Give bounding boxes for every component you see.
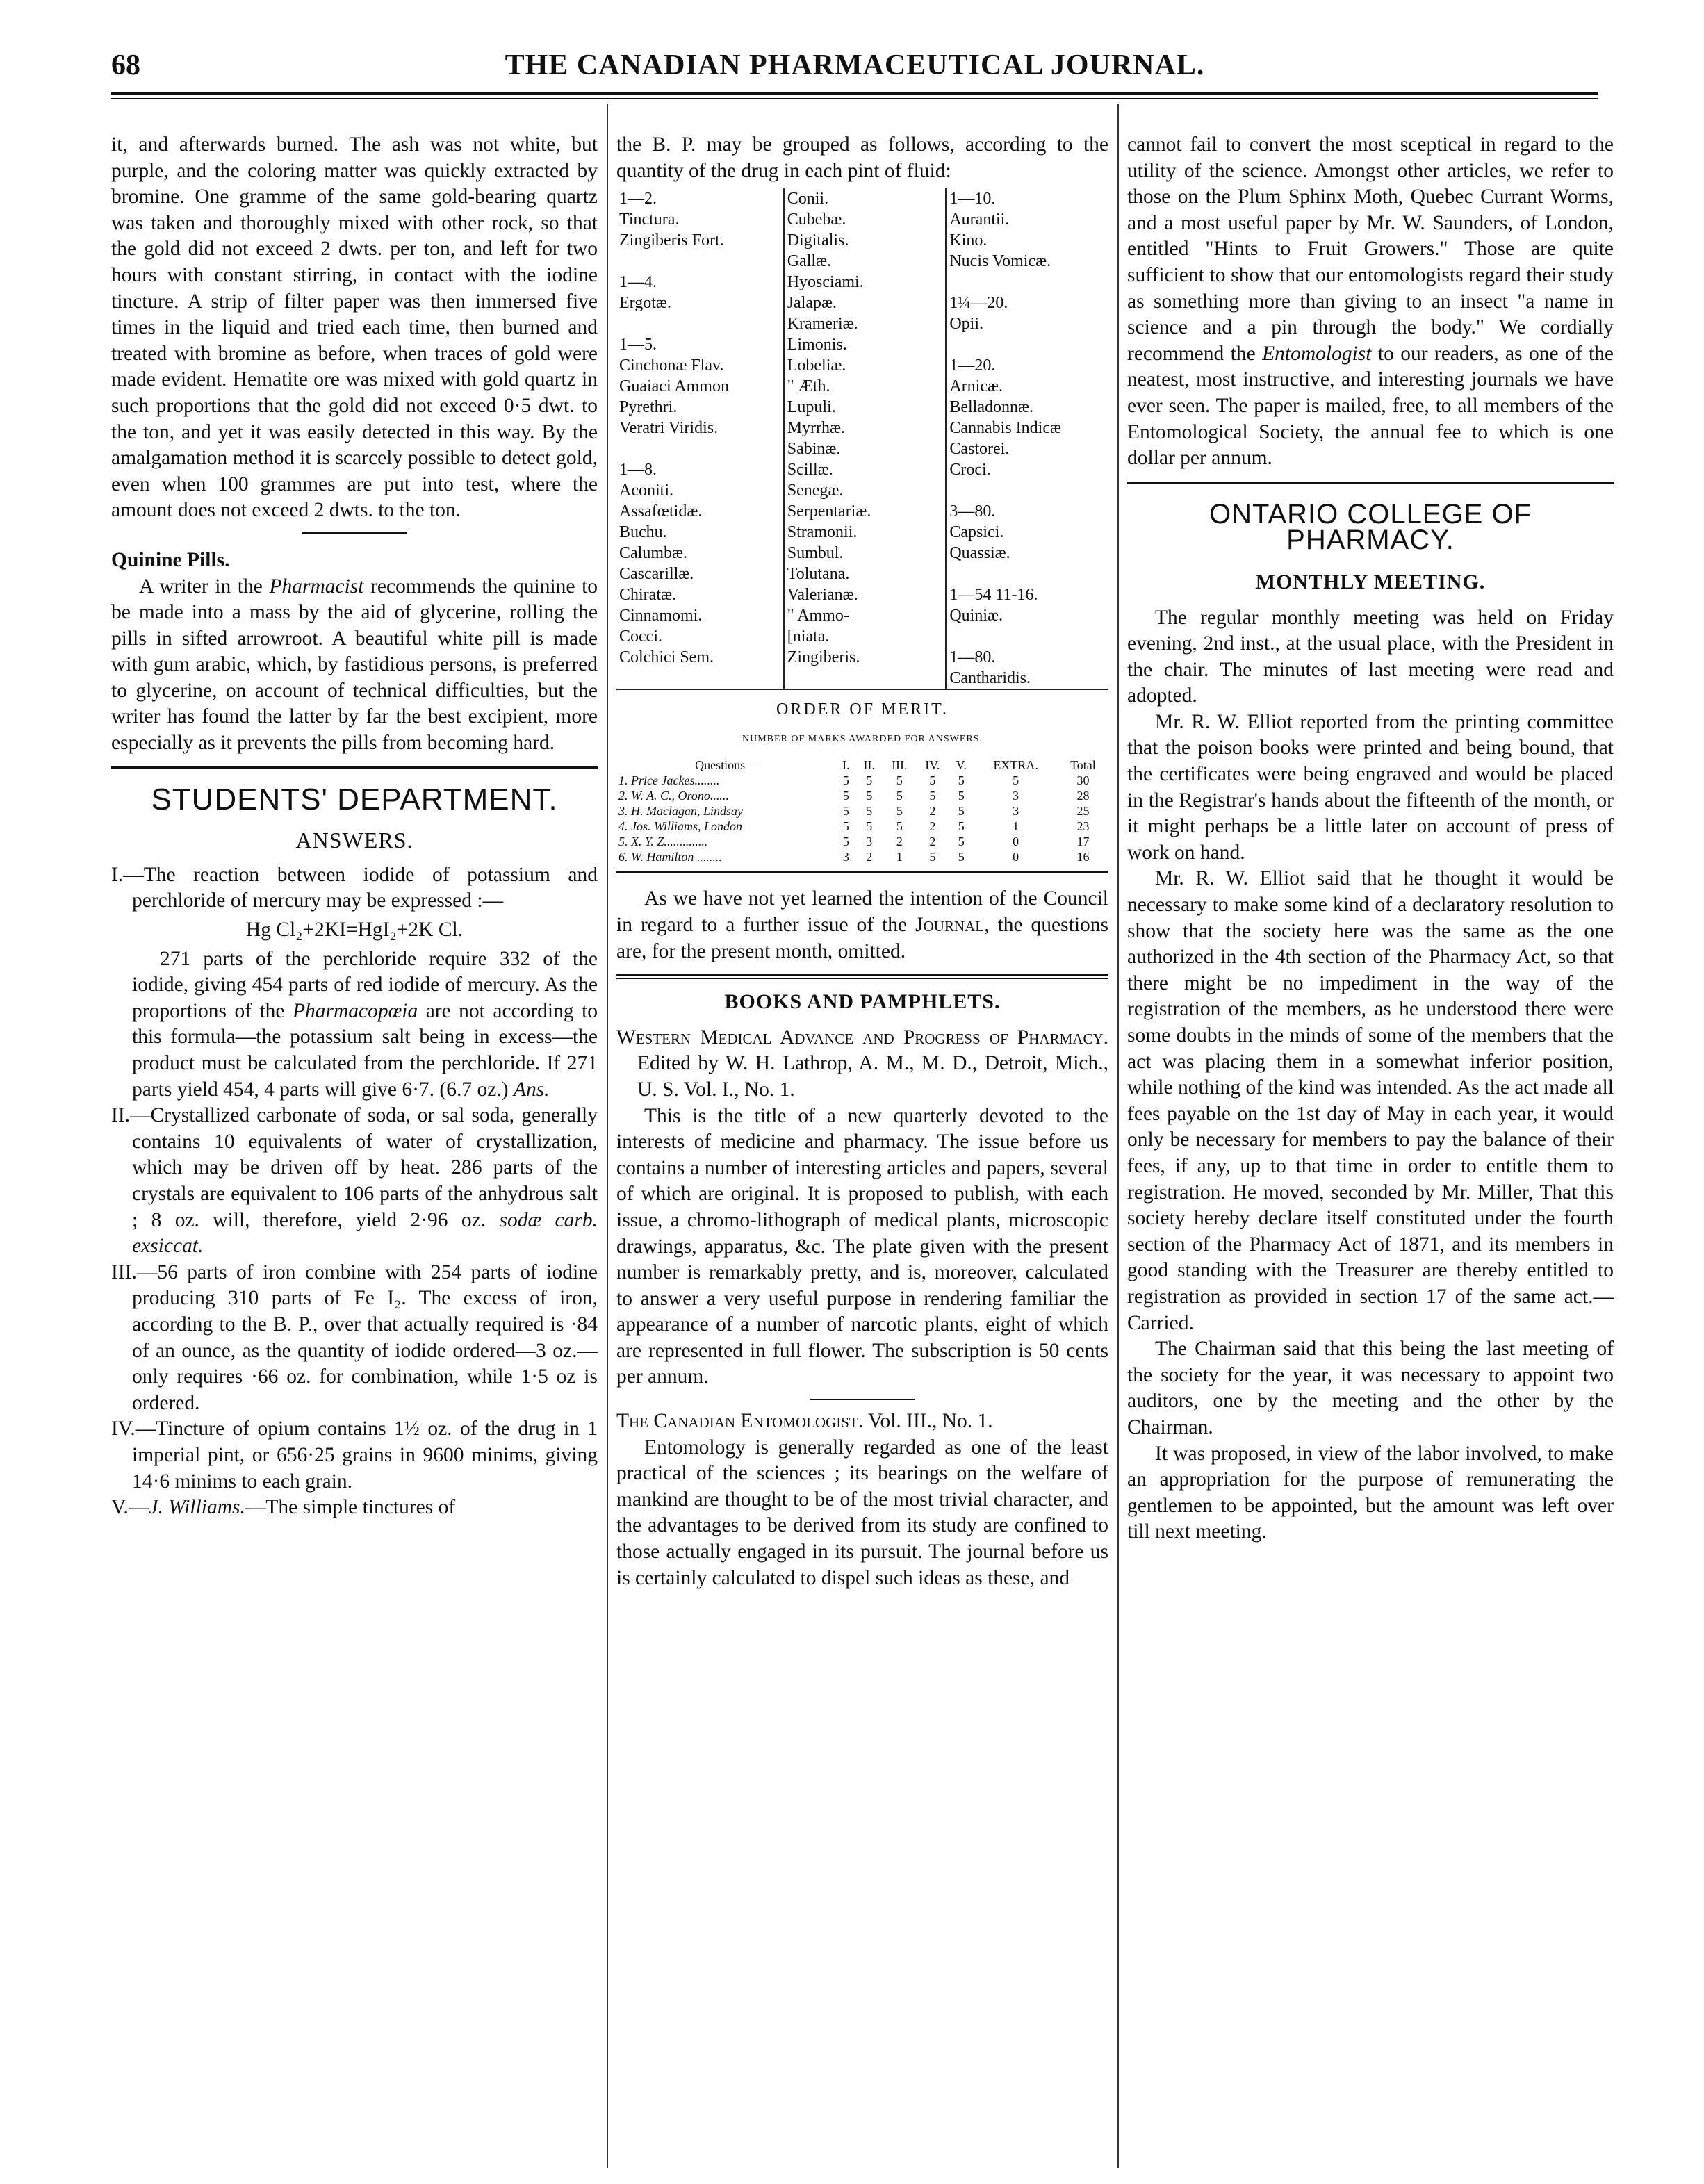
column-left — [111, 132, 598, 1521]
heading-order-of-merit: ORDER OF MERIT. — [776, 700, 949, 719]
tincture-column: 1—2. Tinctura. Zingiberis Fort. 1—4. Ergotæ. 1—5. Cinchonæ Flav. Guaiaci Ammon Pyrethri. Veratri Viridis. 1—8. Aconiti. Assafœtidæ. Buchu. Calumbæ. Cascarillæ. Chiratæ. Cinnamomi. Cocci. Colchici Sem. — [616, 188, 784, 689]
answer-1-body: 271 parts of the perchloride require 332 of the iodide, giving 454 parts of red iodide of mercury. As the proportions of the Pharmacopœia are not according to this formula—the potassium salt being in excess—the product must be calculated from the perchloride. If 271 parts yield 454, 4 parts will give 6·7. (6.7 oz.) Ans. — [132, 947, 598, 1101]
heading-books-and-pamphlets: BOOKS AND PAMPHLETS. — [724, 990, 1001, 1014]
merit-row: 6. W. Hamilton ........ 3 2 1 5 5 0 16 — [618, 850, 1090, 864]
paragraph-meeting-3: Mr. R. W. Elliot said that he thought it would be necessary to make some kind of a declaratory resolution to show that the society here was the same as the one authorized in the 4th section of the Pharmacy Act, so that there might be no impediment in the way of the registration of the members, as he understood there were some doubts in the minds of some of the members that the act was placing them in a somewhat inferior position, while nothing of the kind was intended. As the act made all fees payable on the 1st day of May in each year, it would only be necessary for members to pay the balance of their fees, if any, up to that time in order to entitle them to registration. He moved, seconded by Mr. Miller, That this society hereby declare itself constituted under the fourth section of the Pharmacy Act of 1871, and its members in good standing with the Treasurer are thereby entitled to registration as provided in section 17 of the same act.—Carried. — [1127, 867, 1614, 1334]
heading-monthly-meeting: MONTHLY MEETING. — [1255, 570, 1486, 593]
column-divider-1 — [607, 104, 608, 2168]
book-entry-entomologist: The Canadian Entomologist. Vol. III., No. 1. — [616, 1410, 993, 1433]
heading-answers: ANSWERS. — [295, 828, 413, 853]
paragraph-council: As we have not yet learned the intention of the Council in regard to a further issue of the Journal, the questions are, for the present month, omitted. — [616, 887, 1108, 962]
running-header — [111, 49, 1598, 97]
merit-row: 4. Jos. Williams, London 5 5 5 2 5 1 23 — [618, 819, 1090, 834]
page-number: 68 — [111, 49, 140, 81]
answer-3: III.—56 parts of iron combine with 254 parts of iodine producing 310 parts of Fe I₂. The excess of iron, according to the B. P., over that actually required is ·84 of an ounce, as the quantity of iodide ordered—3 oz.—only requires ·66 oz. for combination, while 1·5 oz is ordered. — [111, 1261, 598, 1414]
paragraph-meeting-1: The regular monthly meeting was held on Friday evening, 2nd inst., at the usual place, with the President in the chair. The minutes of last meeting were read and adopted. — [1127, 606, 1614, 707]
answer-2: II.—Crystallized carbonate of soda, or sal soda, generally contains 10 equivalents of water of crystallization, which may be driven off by heat. 286 parts of the crystals are equivalent to 106 parts of the anhydrous salt ; 8 oz. will, therefore, yield 2·96 oz. sodæ carb. exsiccat. — [111, 1104, 598, 1258]
paragraph-entomologist-cont: cannot fail to convert the most sceptical in regard to the utility of the science. Amongst other articles, we refer to those on the Plum Sphinx Moth, Quebec Currant Worms, and a most useful paper by Mr. W. Saunders, of London, entitled "Hints to Fruit Growers." Those are quite sufficient to show that our entomologists regard their study as something more than giving to an insect "a name in science and a pin through the body." We cordially recommend the Entomologist to our readers, as one of the neatest, most instructive, and interesting journals we have ever seen. The paper is mailed, free, to all members of the Entomological Society, the annual fee to which is one dollar per annum. — [1127, 133, 1614, 470]
paragraph-quinine: A writer in the Pharmacist recommends the quinine to be made into a mass by the aid of glycerine, rolling the pills in sifted arrowroot. A beautiful white pill is made with gum arabic, which, by fastidious persons, is preferred to glycerine, on account of technical difficulties, but the writer has found the latter by far the best excipient, more especially as it prevents the pills from becoming hard. — [111, 575, 598, 755]
column-right — [1127, 132, 1614, 1545]
separator — [810, 1399, 915, 1400]
merit-row: 2. W. A. C., Orono...... 5 5 5 5 5 3 28 — [618, 789, 1090, 803]
paragraph-tinctures-intro: the B. P. may be grouped as follows, according to the quantity of the drug in each pint of fluid: — [616, 133, 1108, 182]
merit-row: 5. X. Y. Z.............. 5 3 2 2 5 0 17 — [618, 835, 1090, 849]
journal-title: THE CANADIAN PHARMACEUTICAL JOURNAL. — [505, 49, 1205, 81]
column-divider-2 — [1117, 104, 1119, 2168]
merit-row: 1. Price Jackes........ 5 5 5 5 5 5 30 — [618, 773, 1090, 788]
tincture-column: 1—10. Aurantii. Kino. Nucis Vomicæ. 1¼—20. Opii. 1—20. Arnicæ. Belladonnæ. Cannabis Indicæ Castorei. Croci. 3—80. Capsici. Quassiæ. 1—54 11-16. Quiniæ. 1—80. Cantharidis. — [946, 188, 1108, 689]
paragraph-meeting-2: Mr. R. W. Elliot reported from the printing committee that the poison books were printed and being bound, that the certificates were being engraved and would be placed in the Registrar's hands about the fifteenth of the month, or it might perhaps be a little later on account of press of work on hand. — [1127, 710, 1614, 864]
answer-1-formula: Hg Cl₂+2KI=HgI₂+2K Cl. — [245, 919, 464, 942]
merit-row: 3. H. Maclagan, Lindsay 5 5 5 2 5 3 25 — [618, 804, 1090, 819]
answer-4: IV.—Tincture of opium contains 1½ oz. of the drug in 1 imperial pint, or 656·25 grains in 9600 minims, giving 14·6 minims to each grain. — [111, 1418, 598, 1493]
merit-table — [616, 757, 1108, 864]
paragraph-meeting-4: The Chairman said that this being the last meeting of the society for the year, it was necessary to appoint two auditors, one by the meeting and the other by the Chairman. — [1127, 1338, 1614, 1438]
answer-5: V.—J. Williams.—The simple tinctures of — [111, 1496, 456, 1519]
heading-quinine-pills: Quinine Pills. — [111, 548, 230, 571]
paragraph-entomologist: Entomology is generally regarded as one of the least practical of the sciences ; its bearings on the welfare of mankind are thought to be of the most trivial character, and the advantages to be derived from its study are confined to those actually engaged in its pursuit. The journal before us is certainly calculated to dispel such ideas as these, and — [616, 1436, 1108, 1589]
paragraph-meeting-5: It was proposed, in view of the labor involved, to make an appropriation for the purpose of remunerating the gentlemen to be appointed, but the amount was left over till next meeting. — [1127, 1442, 1614, 1543]
heading-students-department: STUDENTS' DEPARTMENT. — [151, 782, 558, 816]
section-rule — [111, 766, 598, 771]
answer-1: I.—The reaction between iodide of potassium and perchloride of mercury may be expressed :— — [111, 863, 598, 912]
book-entry-western-medical: Western Medical Advance and Progress of Pharmacy. Edited by W. H. Lathrop, A. M., M. D., Detroit, Mich., U. S. Vol. I., No. 1. — [616, 1026, 1108, 1101]
table-rule — [616, 871, 1108, 876]
separator — [302, 532, 407, 534]
merit-header-row: Questions— I. II. III. IV. V. EXTRA. Total — [695, 758, 1096, 773]
paragraph-western-medical: This is the title of a new quarterly devoted to the interests of medicine and pharmacy. The issue before us contains a number of interesting articles and papers, several of which are original. It is proposed to publish, with each issue, a chromo-lithograph of medical plants, microscopic drawings, apparatus, &c. The plate given with the present number is remarkably pretty, and is, moreover, calculated to answer a very useful purpose in rendering familiar the appearance of a number of narcotic plants, eight of which are represented in full flower. The subscription is 50 cents per annum. — [616, 1104, 1108, 1388]
merit-subtitle: NUMBER OF MARKS AWARDED FOR ANSWERS. — [742, 733, 983, 744]
section-rule — [1127, 482, 1614, 486]
tincture-column: Conii. Cubebæ. Digitalis. Gallæ. Hyosciami. Jalapæ. Krameriæ. Limonis. Lobeliæ. " Æth. Lupuli. Myrrhæ. Sabinæ. Scillæ. Senegæ. Serpentariæ. Stramonii. Sumbul. Tolutana. Valerianæ. " Ammo- [niata. Zingiberis. — [784, 188, 947, 689]
header-rule — [111, 92, 1598, 99]
tincture-groups-table — [616, 188, 1108, 690]
paragraph-gold-test: it, and afterwards burned. The ash was not white, but purple, and the coloring matter was quickly extracted by bromine. One gramme of the same gold-bearing quartz was taken and thoroughly mixed with other rock, so that the gold did not exceed 2 dwts. per ton, and left for two hours with constant stirring, in contact with the iodine tincture. A strip of filter paper was then immersed five times in the liquid and tried each time, then burned and treated with bromine as before, when traces of gold were made evident. Hematite ore was mixed with gold quartz in such proportions that the gold did not exceed 0·5 dwt. to the ton, and yet it was easily detected in this way. By the amalgamation method it is scarcely possible to detect gold, even when 100 grammes are put into test, where the amount does not exceed 2 dwts. to the ton. — [111, 133, 598, 522]
heading-ontario-college: ONTARIO COLLEGE OF PHARMACY. — [1209, 498, 1532, 556]
section-rule — [616, 974, 1108, 979]
column-middle — [616, 132, 1108, 1591]
